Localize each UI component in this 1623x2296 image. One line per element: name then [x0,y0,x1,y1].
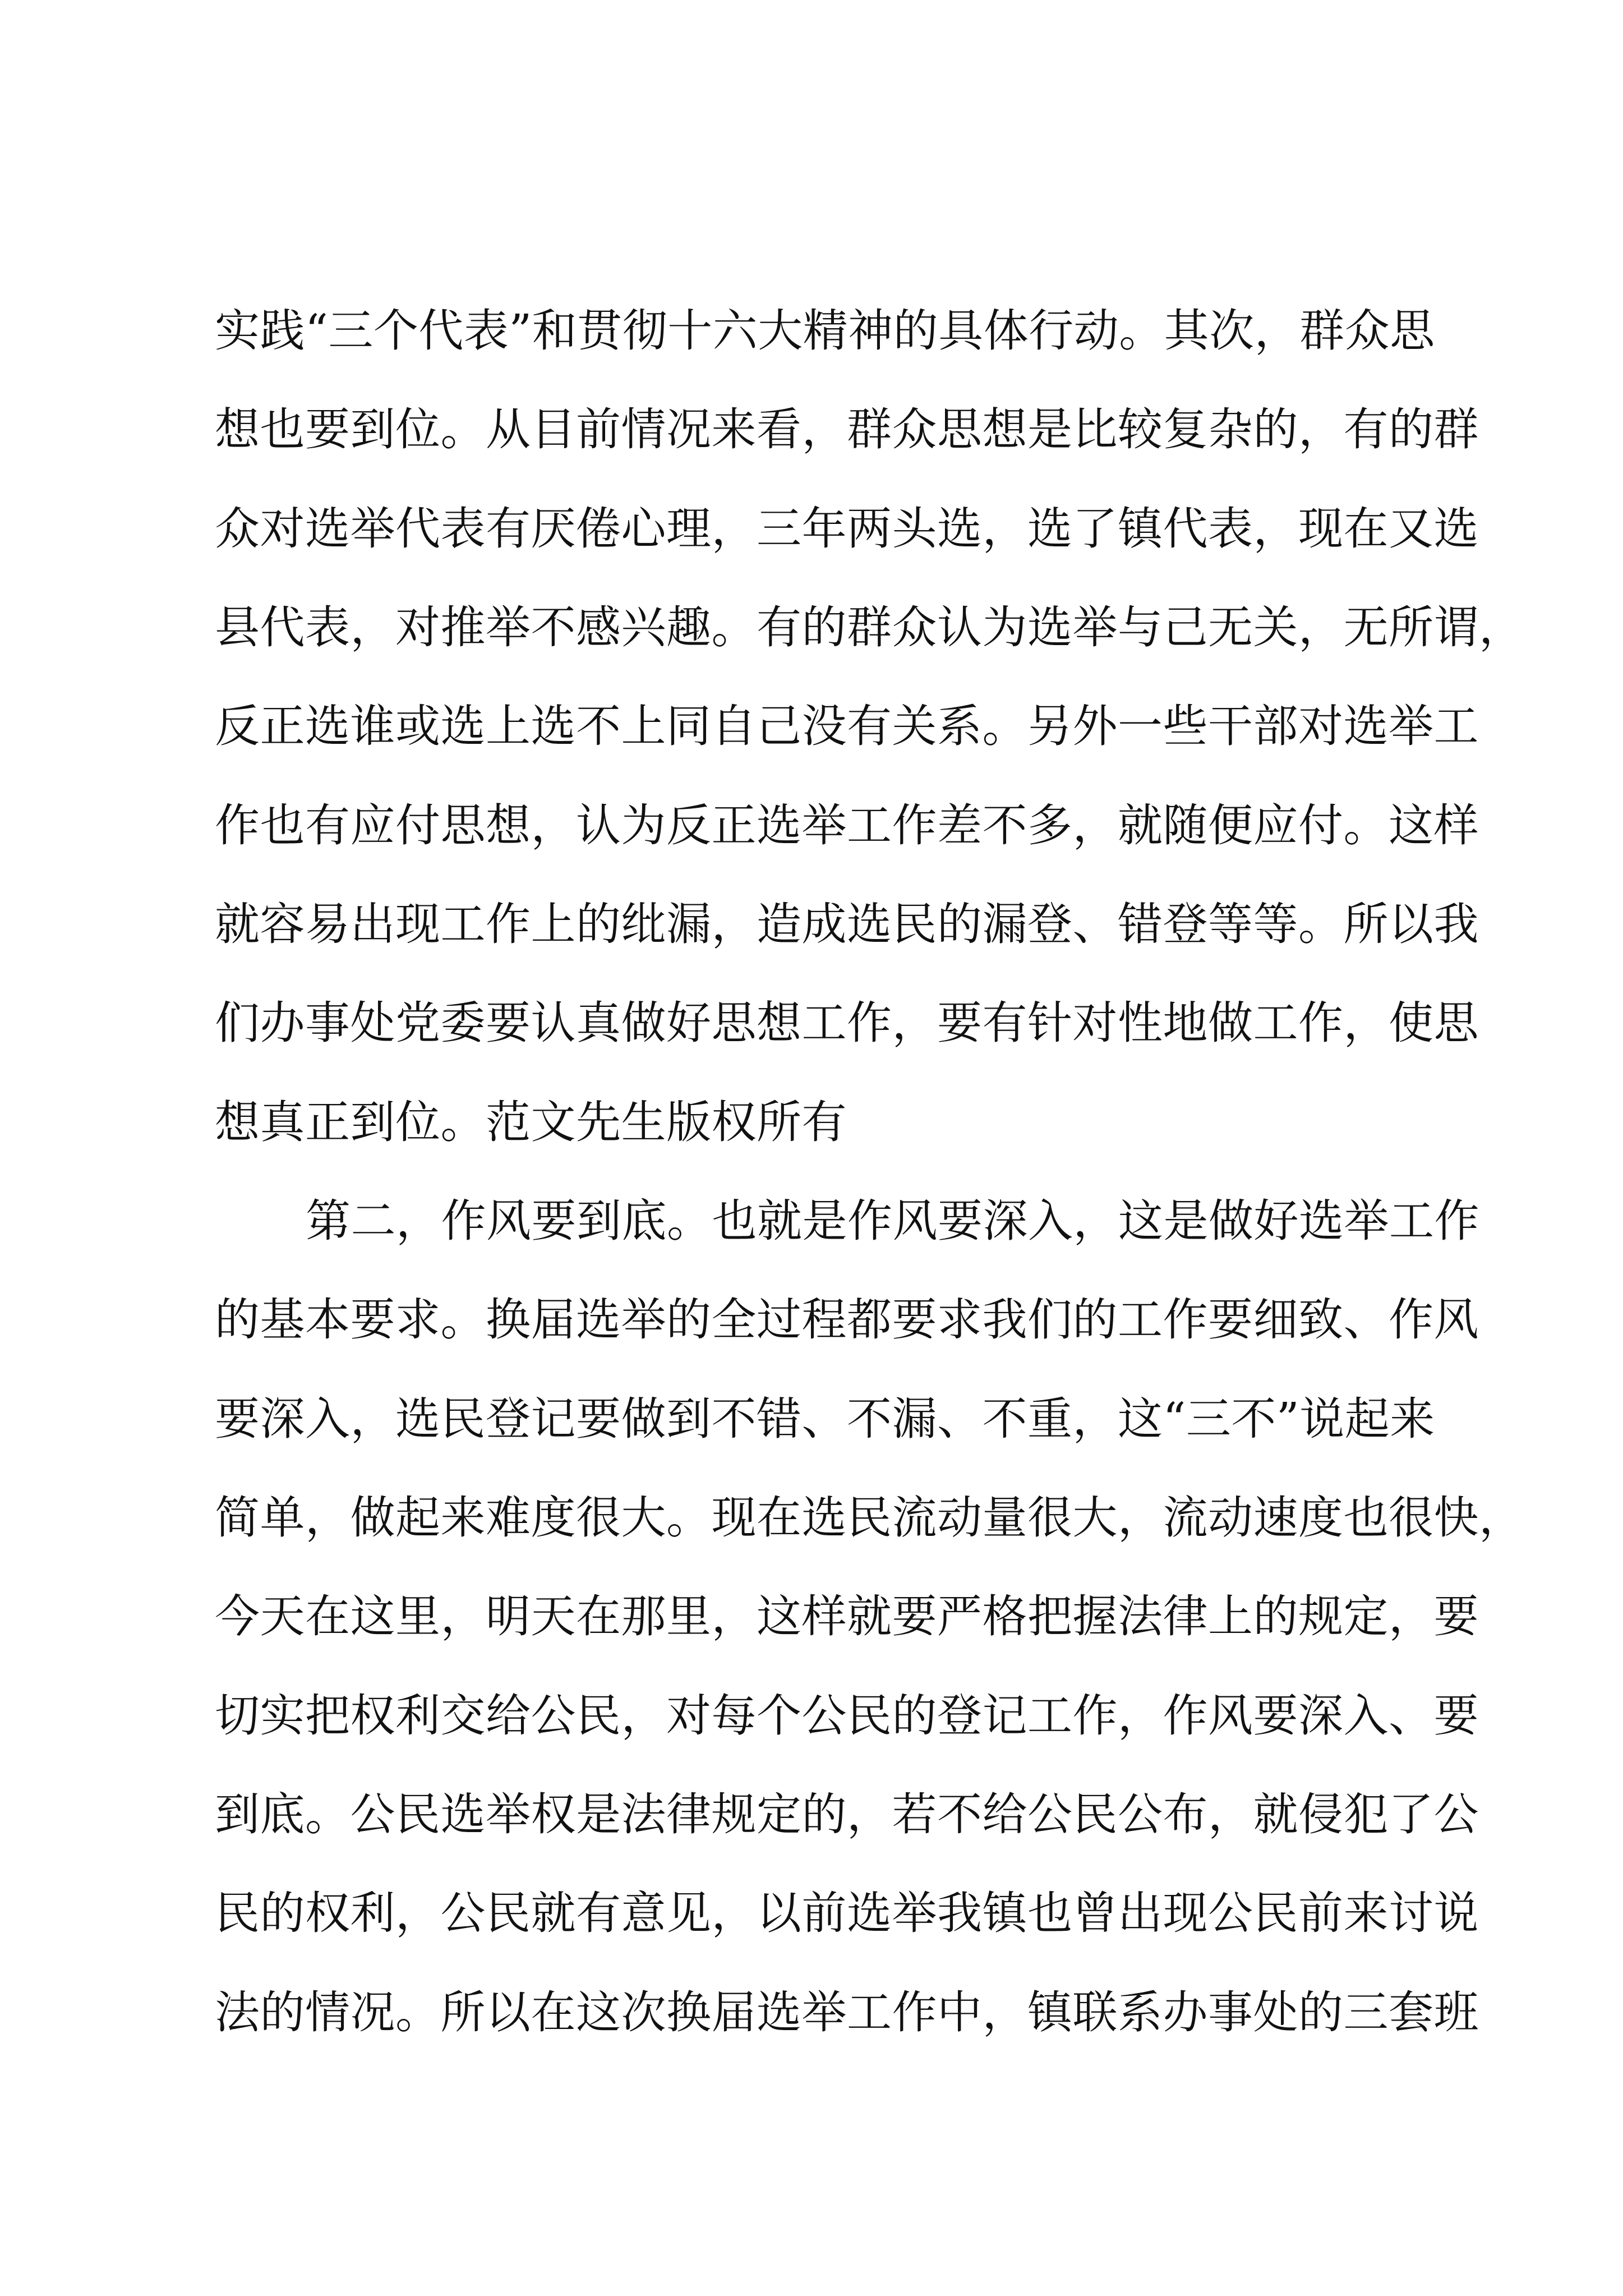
paragraph-line: 切实把权利交给公民，对每个公民的登记工作，作风要深入、要 [215,1690,1479,1742]
paragraph-line: 众对选举代表有厌倦心理，三年两头选，选了镇代表，现在又选 [215,503,1479,555]
paragraph-line: 到底。公民选举权是法律规定的，若不给公民公布，就侵犯了公 [215,1788,1479,1841]
paragraph-line: 想也要到位。从目前情况来看，群众思想是比较复杂的，有的群 [215,403,1479,455]
paragraph-line: 就容易出现工作上的纰漏，造成选民的漏登、错登等等。所以我 [215,898,1479,950]
paragraph-line: 的基本要求。换届选举的全过程都要求我们的工作要细致、作风 [215,1294,1479,1346]
paragraph-line: 简单，做起来难度很大。现在选民流动量很大，流动速度也很快， [215,1492,1524,1544]
paragraph-line: 实践“三个代表”和贯彻十六大精神的具体行动。其次，群众思 [215,305,1435,357]
paragraph-line: 们办事处党委要认真做好思想工作，要有针对性地做工作，使思 [215,997,1479,1049]
paragraph-line: 第二，作风要到底。也就是作风要深入，这是做好选举工作 [306,1195,1479,1247]
paragraph-line: 作也有应付思想，认为反正选举工作差不多，就随便应付。这样 [215,799,1479,852]
paragraph-line: 今天在这里，明天在那里，这样就要严格把握法律上的规定，要 [215,1590,1479,1642]
paragraph-line: 反正选谁或选上选不上同自己没有关系。另外一些干部对选举工 [215,700,1479,752]
paragraph-line: 想真正到位。范文先生版权所有 [215,1096,847,1148]
paragraph-line: 法的情况。所以在这次换届选举工作中，镇联系办事处的三套班 [215,1986,1479,2039]
paragraph-line: 要深入，选民登记要做到不错、不漏、不重，这“三不”说起来 [215,1393,1435,1445]
paragraph-line: 民的权利，公民就有意见，以前选举我镇也曾出现公民前来讨说 [215,1887,1479,1939]
paragraph-line: 县代表，对推举不感兴趣。有的群众认为选举与己无关，无所谓， [215,601,1524,654]
